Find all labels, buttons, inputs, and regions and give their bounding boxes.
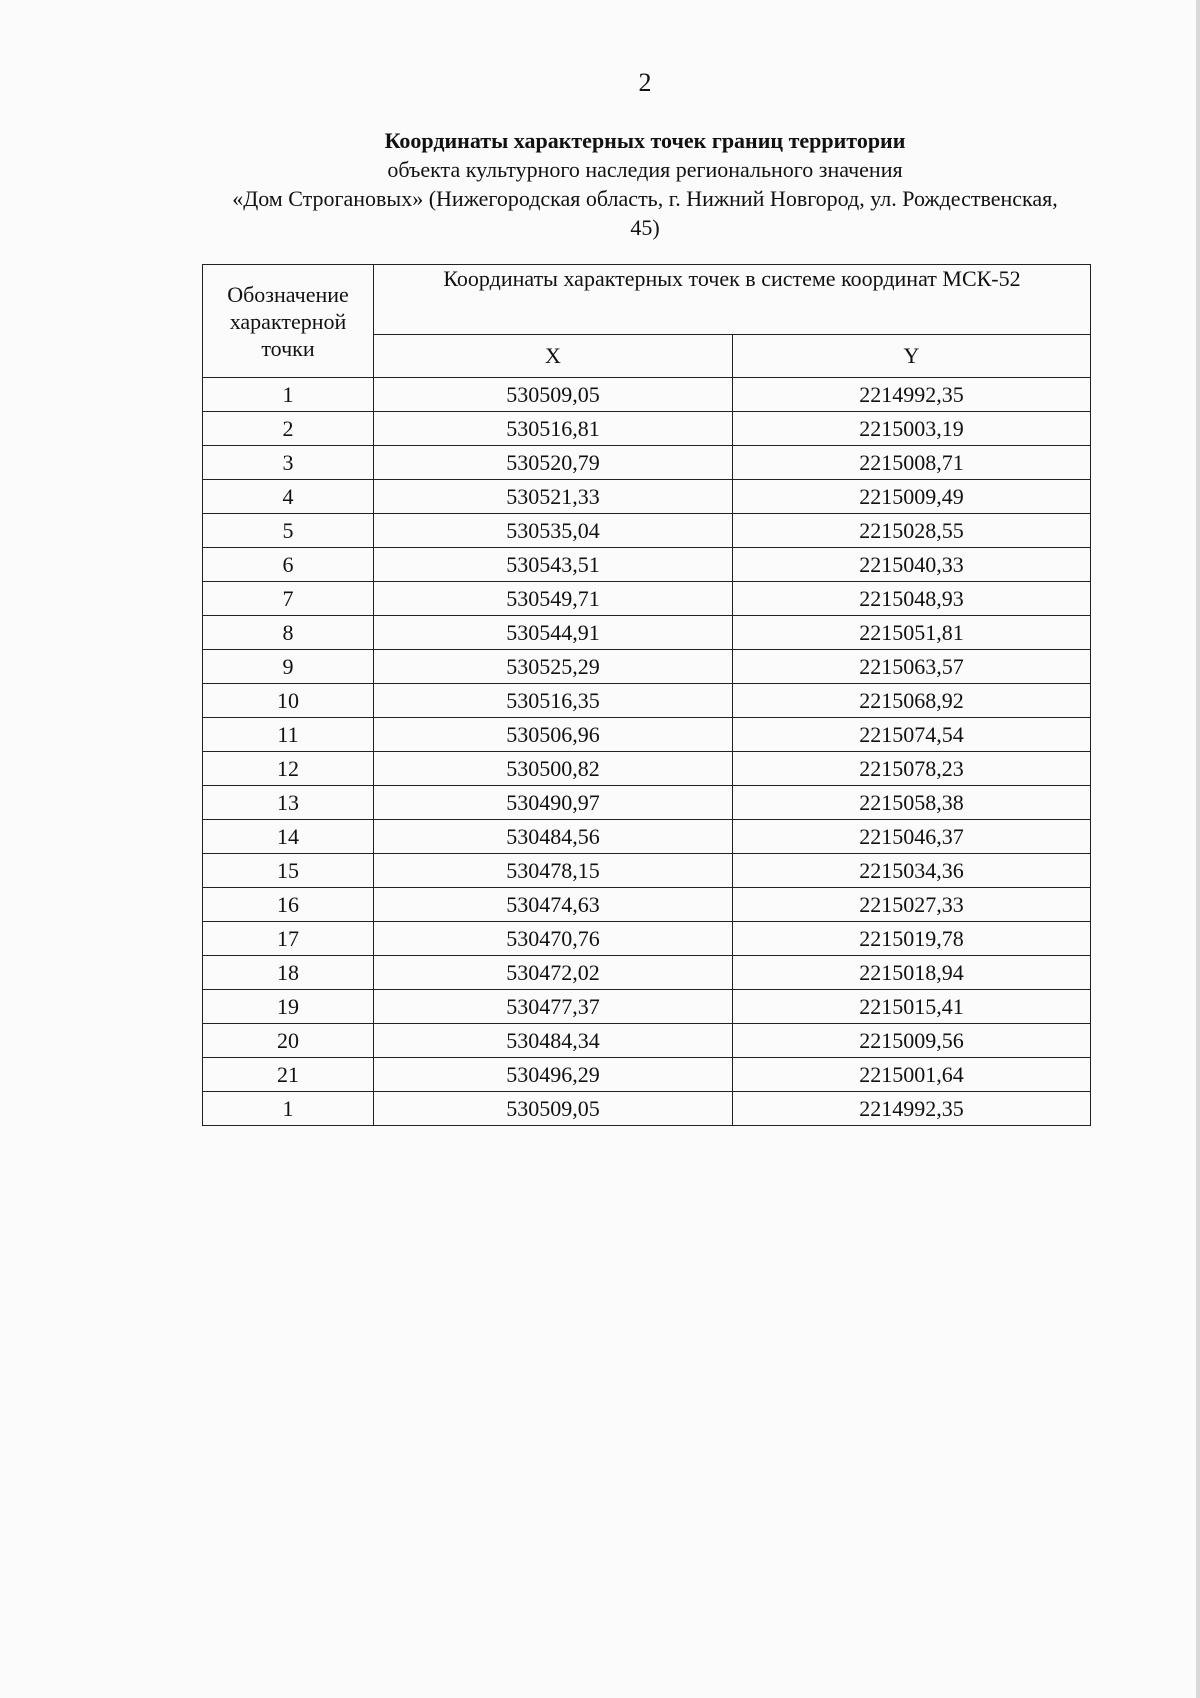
x-cell: 530549,71 (374, 582, 733, 616)
y-cell: 2215028,55 (733, 514, 1091, 548)
table-body (203, 378, 1091, 1126)
y-cell: 2215019,78 (733, 922, 1091, 956)
point-cell: 11 (203, 718, 374, 752)
x-cell: 530484,34 (374, 1024, 733, 1058)
table-row (203, 888, 1091, 922)
coordinates-table (202, 264, 1091, 1126)
point-cell: 12 (203, 752, 374, 786)
y-cell: 2215009,56 (733, 1024, 1091, 1058)
point-cell: 15 (203, 854, 374, 888)
x-cell: 530496,29 (374, 1058, 733, 1092)
y-cell: 2215003,19 (733, 412, 1091, 446)
x-cell: 530477,37 (374, 990, 733, 1024)
table-row (203, 990, 1091, 1024)
table-row (203, 1024, 1091, 1058)
y-cell: 2215027,33 (733, 888, 1091, 922)
point-cell: 9 (203, 650, 374, 684)
table-row (203, 752, 1091, 786)
x-cell: 530509,05 (374, 378, 733, 412)
y-cell: 2215058,38 (733, 786, 1091, 820)
table-row (203, 922, 1091, 956)
y-cell: 2214992,35 (733, 378, 1091, 412)
point-cell: 18 (203, 956, 374, 990)
table-row (203, 548, 1091, 582)
heading-line-3: 45) (630, 215, 660, 240)
x-cell: 530544,91 (374, 616, 733, 650)
point-cell: 7 (203, 582, 374, 616)
point-cell: 1 (203, 378, 374, 412)
page-number: 2 (638, 68, 652, 97)
point-cell: 14 (203, 820, 374, 854)
x-cell: 530521,33 (374, 480, 733, 514)
table-row (203, 1058, 1091, 1092)
y-cell: 2215008,71 (733, 446, 1091, 480)
table-row (203, 446, 1091, 480)
document-heading (180, 126, 1110, 242)
header-coordinate-system: Координаты характерных точек в системе координат МСК-52 (374, 265, 1091, 335)
point-cell: 8 (203, 616, 374, 650)
point-cell: 13 (203, 786, 374, 820)
x-cell: 530543,51 (374, 548, 733, 582)
y-cell: 2215009,49 (733, 480, 1091, 514)
x-cell: 530535,04 (374, 514, 733, 548)
header-y: Y (733, 334, 1091, 377)
point-cell: 10 (203, 684, 374, 718)
x-cell: 530474,63 (374, 888, 733, 922)
table-row (203, 786, 1091, 820)
y-cell: 2215051,81 (733, 616, 1091, 650)
x-cell: 530490,97 (374, 786, 733, 820)
y-cell: 2215068,92 (733, 684, 1091, 718)
point-cell: 21 (203, 1058, 374, 1092)
y-cell: 2215046,37 (733, 820, 1091, 854)
table-row (203, 718, 1091, 752)
header-x: X (374, 334, 733, 377)
point-cell: 2 (203, 412, 374, 446)
y-cell: 2215048,93 (733, 582, 1091, 616)
y-cell: 2215063,57 (733, 650, 1091, 684)
document-title: Координаты характерных точек границ территории (384, 128, 906, 153)
y-cell: 2215034,36 (733, 854, 1091, 888)
table-row (203, 684, 1091, 718)
heading-line-1: объекта культурного наследия регионального значения (387, 157, 903, 182)
table-row (203, 820, 1091, 854)
point-cell: 20 (203, 1024, 374, 1058)
point-cell: 17 (203, 922, 374, 956)
x-cell: 530472,02 (374, 956, 733, 990)
y-cell: 2215018,94 (733, 956, 1091, 990)
y-cell: 2215001,64 (733, 1058, 1091, 1092)
table-row (203, 514, 1091, 548)
heading-line-2: «Дом Строгановых» (Нижегородская область, г. Нижний Новгород, ул. Рождественская, (232, 186, 1058, 211)
table-row (203, 378, 1091, 412)
point-cell: 3 (203, 446, 374, 480)
y-cell: 2215074,54 (733, 718, 1091, 752)
scan-edge (1196, 0, 1200, 1698)
x-cell: 530500,82 (374, 752, 733, 786)
point-cell: 5 (203, 514, 374, 548)
x-cell: 530470,76 (374, 922, 733, 956)
x-cell: 530520,79 (374, 446, 733, 480)
point-cell: 1 (203, 1092, 374, 1126)
y-cell: 2214992,35 (733, 1092, 1091, 1126)
x-cell: 530516,35 (374, 684, 733, 718)
y-cell: 2215078,23 (733, 752, 1091, 786)
y-cell: 2215040,33 (733, 548, 1091, 582)
table-row (203, 582, 1091, 616)
table-row (203, 480, 1091, 514)
table-header-row (203, 265, 1091, 335)
x-cell: 530478,15 (374, 854, 733, 888)
table-row (203, 1092, 1091, 1126)
x-cell: 530484,56 (374, 820, 733, 854)
table-row (203, 854, 1091, 888)
table-row (203, 650, 1091, 684)
point-cell: 6 (203, 548, 374, 582)
x-cell: 530506,96 (374, 718, 733, 752)
header-designation: Обозначение характерной точки (203, 265, 374, 378)
table-row (203, 412, 1091, 446)
point-cell: 16 (203, 888, 374, 922)
y-cell: 2215015,41 (733, 990, 1091, 1024)
x-cell: 530525,29 (374, 650, 733, 684)
point-cell: 4 (203, 480, 374, 514)
table-row (203, 616, 1091, 650)
x-cell: 530509,05 (374, 1092, 733, 1126)
x-cell: 530516,81 (374, 412, 733, 446)
point-cell: 19 (203, 990, 374, 1024)
table-row (203, 956, 1091, 990)
